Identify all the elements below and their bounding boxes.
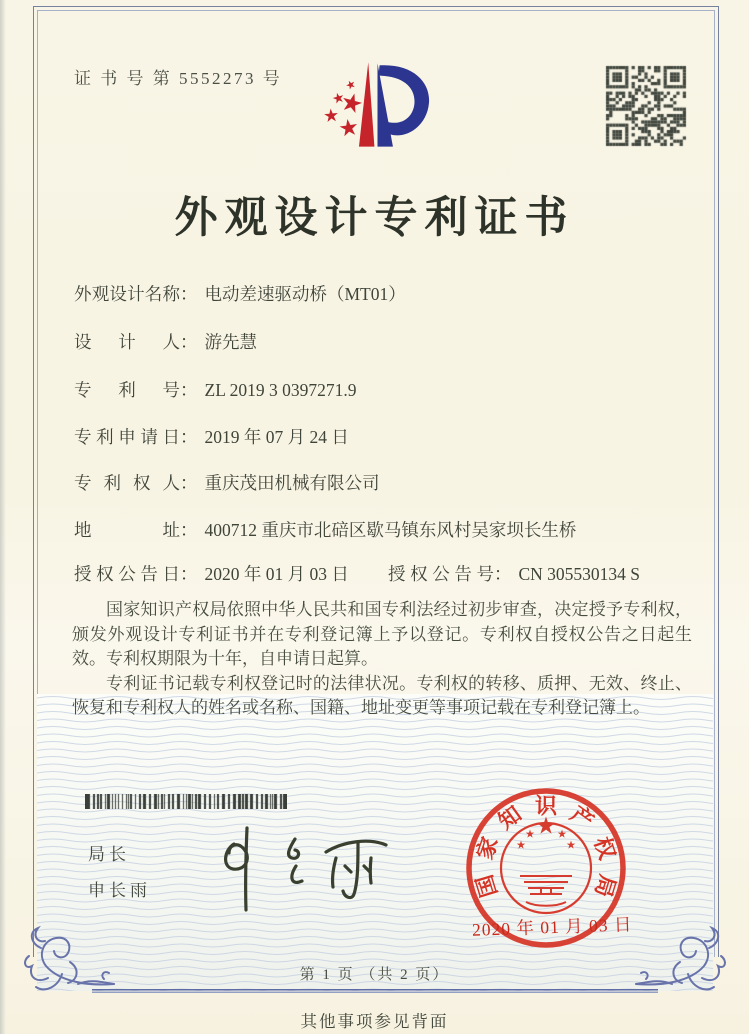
logo-red-wedge bbox=[359, 62, 374, 146]
field-value-address: 400712 重庆市北碚区歇马镇东风村吴家坝长生桥 bbox=[204, 520, 577, 540]
field-label-filing-date: 专利申请日 bbox=[74, 427, 180, 447]
colon: ： bbox=[180, 284, 198, 304]
corner-ornament-right bbox=[632, 920, 732, 1000]
field-value-patentee: 重庆茂田机械有限公司 bbox=[204, 473, 380, 493]
field-row-designer bbox=[74, 329, 691, 354]
field-label-design-name: 外观设计名称 bbox=[74, 284, 180, 304]
logo-stars bbox=[324, 81, 362, 137]
svg-text:知: 知 bbox=[493, 801, 527, 835]
colon: ： bbox=[494, 564, 512, 584]
cnipa-logo bbox=[310, 52, 445, 160]
seal-date: 2020 年 01 月 03 日 bbox=[471, 914, 633, 940]
svg-text:权: 权 bbox=[589, 833, 621, 863]
field-row-patentee bbox=[74, 470, 691, 495]
bottom-rule bbox=[92, 989, 658, 993]
field-value-design-name: 电动差速驱动桥（MT01） bbox=[204, 284, 406, 304]
field-row-patent-number bbox=[74, 377, 691, 402]
back-note: 其他事项参见背面 bbox=[300, 1012, 449, 1031]
field-row-filing-date bbox=[74, 424, 691, 449]
scan-edge-artifact bbox=[0, 0, 6, 1034]
certificate-title: 外观设计专利证书 bbox=[174, 195, 575, 242]
legal-text bbox=[72, 598, 692, 721]
corner-ornament-left bbox=[18, 920, 118, 1000]
national-emblem bbox=[501, 817, 591, 914]
field-label-address: 地址 bbox=[74, 520, 180, 540]
barcode bbox=[85, 794, 287, 809]
legal-paragraph-2: 专利证书记载专利权登记时的法律状况。专利权的转移、质押、无效、终止、恢复和专利权人的姓名或名称、国籍、地址变更等事项记载在专利登记簿上。 bbox=[72, 673, 692, 717]
svg-text:识: 识 bbox=[534, 793, 558, 819]
field-value-grant-number: CN 305530134 S bbox=[518, 564, 641, 584]
svg-text:家: 家 bbox=[471, 833, 503, 863]
field-label-grant-number: 授权公告号 bbox=[388, 564, 494, 584]
field-row-design-name bbox=[74, 281, 691, 306]
svg-text:局: 局 bbox=[590, 871, 621, 901]
field-value-designer: 游先慧 bbox=[204, 332, 257, 352]
svg-text:国: 国 bbox=[471, 871, 502, 901]
legal-paragraph-1: 国家知识产权局依照中华人民共和国专利法经过初步审查，决定授予专利权，颁发外观设计专利证书并在专利登记簿上予以登记。专利权自授权公告之日起生效。专利权期限为十年，自申请日起算。 bbox=[72, 600, 692, 668]
field-value-filing-date: 2019 年 07 月 24 日 bbox=[204, 427, 349, 447]
certificate-number: 证 书 号 第 5552273 号 bbox=[74, 69, 283, 88]
colon: ： bbox=[180, 564, 198, 584]
field-label-grant-date: 授权公告日 bbox=[74, 564, 180, 584]
field-row-grant bbox=[74, 561, 691, 586]
field-label-patentee: 专利权人 bbox=[74, 473, 180, 493]
commissioner-name: 申长雨 bbox=[88, 881, 151, 900]
field-label-designer: 设计人 bbox=[74, 332, 180, 352]
colon: ： bbox=[180, 473, 198, 493]
page-number: 第 1 页 （共 2 页） bbox=[299, 967, 450, 983]
field-row-address bbox=[74, 517, 691, 542]
field-value-grant-date: 2020 年 01 月 03 日 bbox=[204, 564, 349, 584]
commissioner-title: 局长 bbox=[88, 845, 130, 864]
svg-text:产: 产 bbox=[565, 801, 599, 835]
field-label-patent-number: 专利号 bbox=[74, 380, 180, 400]
grant-number-group bbox=[388, 561, 640, 586]
colon: ： bbox=[180, 332, 198, 352]
qr-code bbox=[604, 64, 692, 152]
colon: ： bbox=[180, 380, 198, 400]
commissioner-signature bbox=[205, 822, 405, 917]
field-value-patent-number: ZL 2019 3 0397271.9 bbox=[204, 380, 357, 400]
colon: ： bbox=[180, 427, 198, 447]
colon: ： bbox=[180, 520, 198, 540]
